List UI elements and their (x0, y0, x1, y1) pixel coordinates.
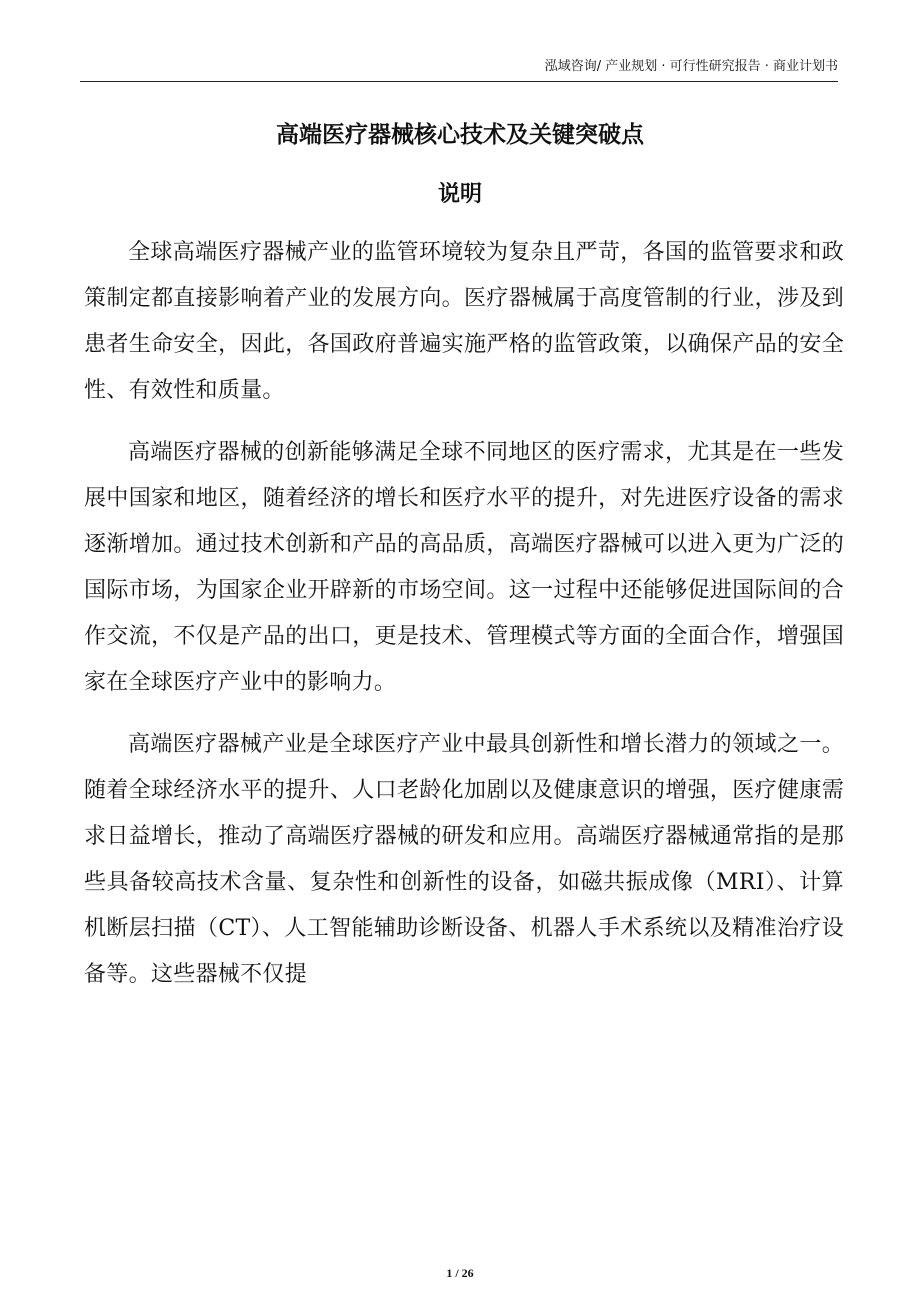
document-title: 高端医疗器械核心技术及关键突破点 (276, 122, 644, 148)
section-heading: 说明 (437, 182, 482, 207)
page-header (80, 58, 838, 82)
paragraph: 全球高端医疗器械产业的监管环境较为复杂且严苛，各国的监管要求和政策制定都直接影响着产业的发展方向。医疗器械属于高度管制的行业，涉及到患者生命安全，因此，各国政府普遍实施严格的监管政策，以确保产品的安全性、有效性和质量。 (84, 240, 844, 403)
paragraph: 高端医疗器械产业是全球医疗产业中最具创新性和增长潜力的领域之一。随着全球经济水平的提升、人口老龄化加剧以及健康意识的增强，医疗健康需求日益增长，推动了高端医疗器械的研发和应用。高端医疗器械通常指的是那些具备较高技术含量、复杂性和创新性的设备，如磁共振成像（MRI）、计算机断层扫描（CT）、人工智能辅助诊断设备、机器人手术系统以及精准治疗设备等。这些器械不仅提 (84, 732, 844, 987)
header-text: 泓域咨询/ 产业规划 · 可行性研究报告 · 商业计划书 (544, 59, 838, 74)
document-body (84, 230, 844, 1014)
paragraph: 高端医疗器械的创新能够满足全球不同地区的医疗需求，尤其是在一些发展中国家和地区，随着经济的增长和医疗水平的提升，对先进医疗设备的需求逐渐增加。通过技术创新和产品的高品质，高端医疗器械可以进入更为广泛的国际市场，为国家企业开辟新的市场空间。这一过程中还能够促进国际间的合作交流，不仅是产品的出口，更是技术、管理模式等方面的全面合作，增强国家在全球医疗产业中的影响力。 (84, 440, 844, 695)
page-number: 1 / 26 (446, 1266, 474, 1280)
